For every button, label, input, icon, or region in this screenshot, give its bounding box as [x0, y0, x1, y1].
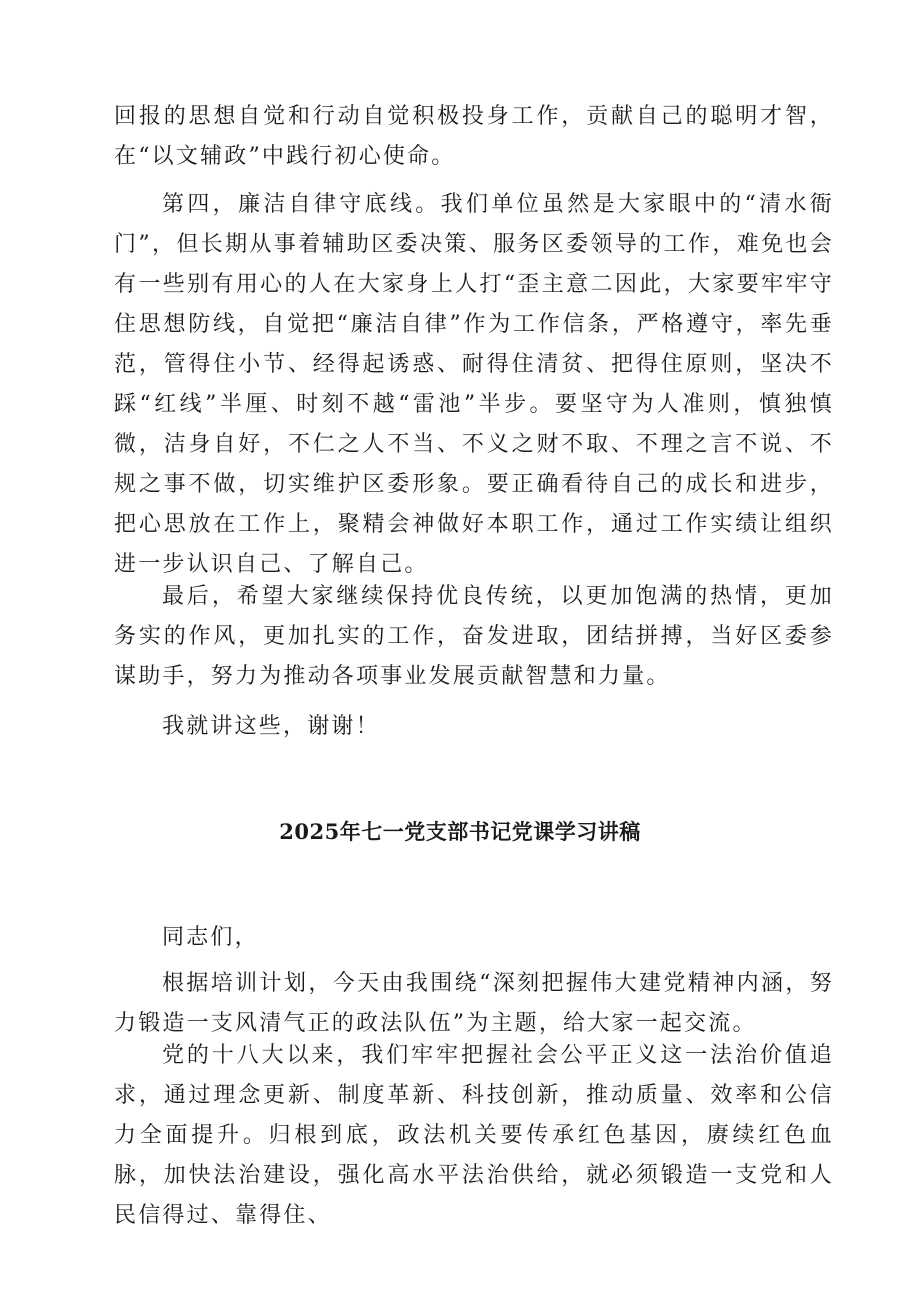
paragraph-fourth-point: 第四，廉洁自律守底线。我们单位虽然是大家眼中的“清水衙门”，但长期从事着辅助区委决策、服务区委领导的工作，难免也会有一些别有用心的人在大家身上人打“歪主意二因此，大家要牢牢守住思想防线，自觉把“廉洁自律”作为工作信条，严格遵守，率先垂范，管得住小节、经得起诱惑、耐得住清贫、把得住原则，坚决不踩“红线”半厘、时刻不越“雷池”半步。要坚守为人准则，慎独慎微，洁身自好，不仁之人不当、不义之财不取、不理之言不说、不规之事不做，切实维护区委形象。要正确看待自己的成长和进步，把心思放在工作上，聚精会神做好本职工作，通过工作实绩让组织进一步认识自己、了解自己。: [114, 192, 834, 577]
document-title: 2025年七一党支部书记党课学习讲稿: [279, 819, 641, 844]
paragraph-closing: 最后，希望大家继续保持优良传统，以更加饱满的热情，更加务实的作风，更加扎实的工作，奋发进取，团结拼搏，当好区委参谋助手，努力为推动各项事业发展贡献智慧和力量。: [114, 584, 834, 689]
paragraph-thanks: 我就讲这些，谢谢！: [162, 714, 380, 739]
paragraph-intro: 根据培训计划，今天由我围绕“深刻把握伟大建党精神内涵，努力锻造一支风清气正的政法队伍”为主题，给大家一起交流。: [114, 971, 834, 1036]
greeting: 同志们，: [162, 925, 259, 950]
paragraph-continuation: 回报的思想自觉和行动自觉积极投身工作，贡献自己的聪明才智，在“以文辅政”中践行初心使命。: [114, 104, 834, 169]
paragraph-body: 党的十八大以来，我们牢牢把握社会公平正义这一法治价值追求，通过理念更新、制度革新、科技创新，推动质量、效率和公信力全面提升。归根到底，政法机关要传承红色基因，赓续红色血脉，加快法治建设，强化高水平法治供给，就必须锻造一支党和人民信得过、靠得住、: [114, 1043, 834, 1228]
